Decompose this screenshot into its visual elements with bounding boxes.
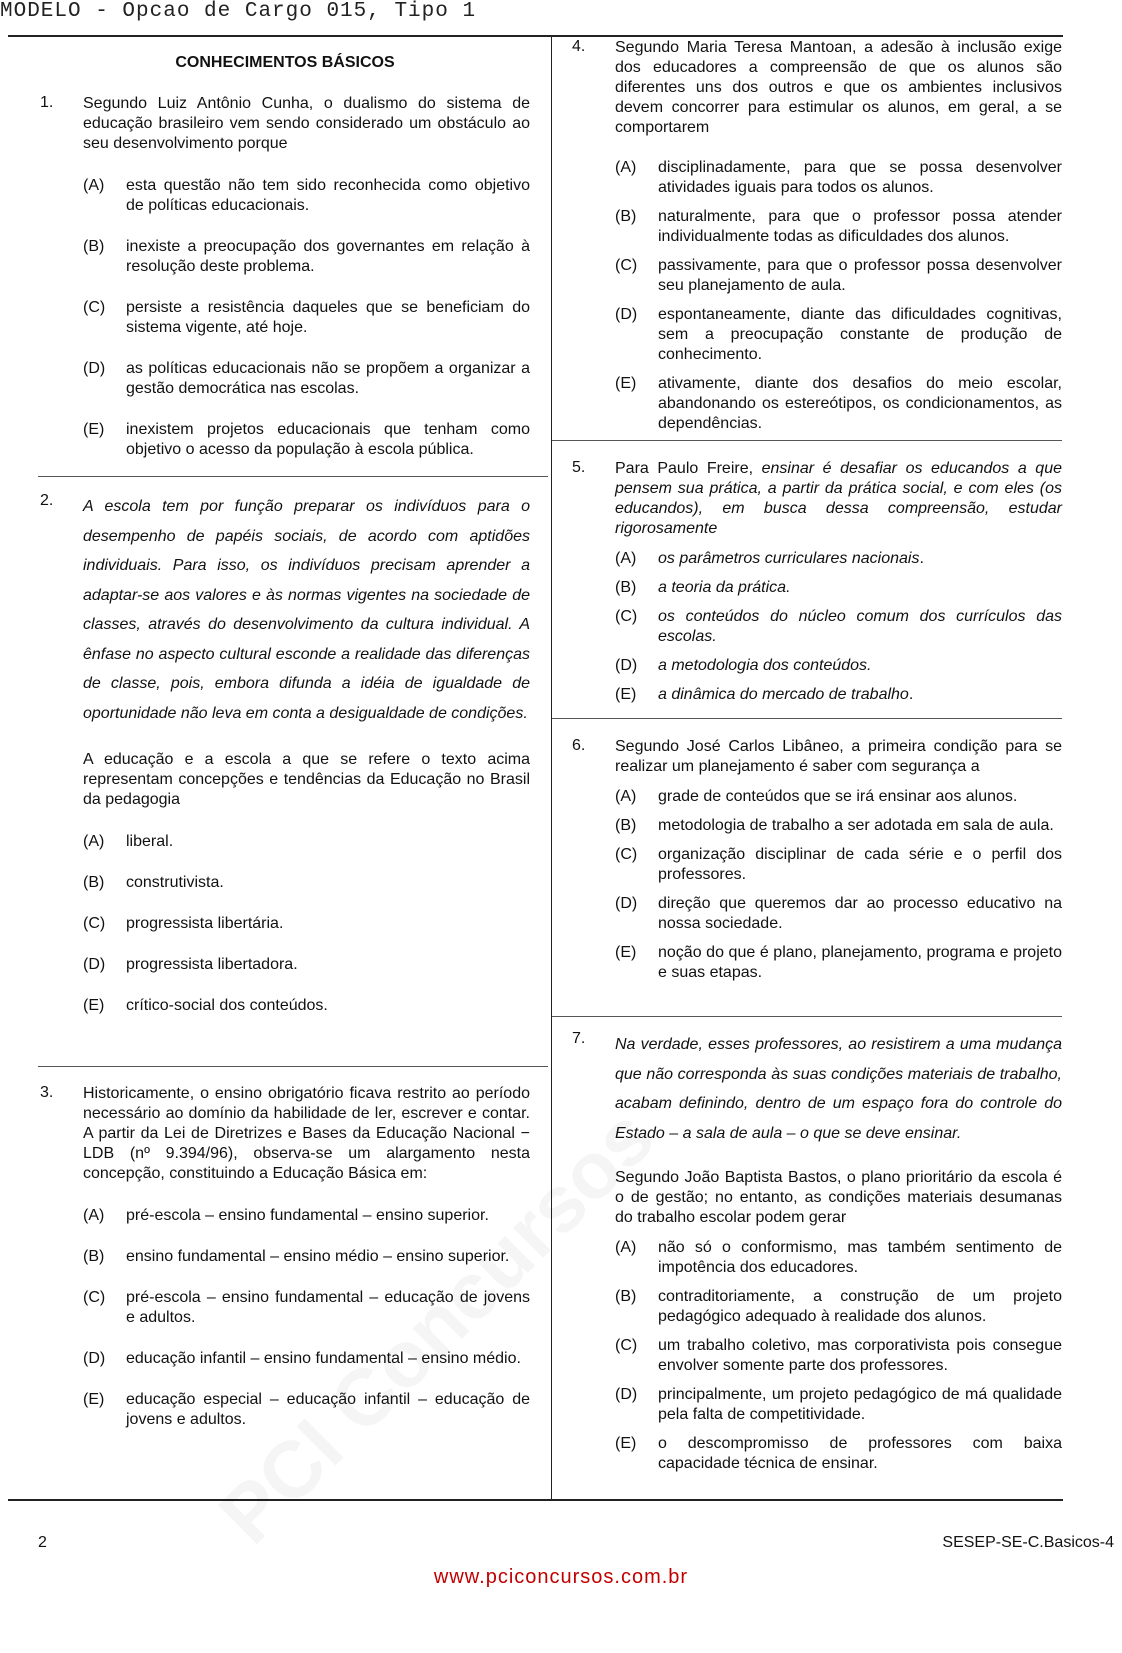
option-e[interactable]: (E) o descompromisso de professores com baixa capacidade técnica de ensinar. — [615, 1435, 1062, 1472]
option-b[interactable]: (B) contraditoriamente, a construção de um projeto pedagógico adequado à realidade dos alunos. — [615, 1288, 1062, 1325]
question-3 — [40, 1084, 530, 1430]
question-number: 1. — [40, 94, 54, 111]
option-d[interactable]: (D) progressista libertadora. — [83, 956, 298, 973]
question-text: Segundo Maria Teresa Mantoan, a adesão à inclusão exige dos educadores a compreensão de que os alunos são diferentes uns dos outros e que os ambientes inclusivos devem concorrer para estimular os alunos, em geral, a se comportarem — [615, 39, 1062, 136]
question-1 — [40, 94, 530, 460]
page-header: MODELO - Opcao de Cargo 015, Tipo 1 — [0, 0, 477, 23]
option-a[interactable]: (A) não só o conformismo, mas também sentimento de impotência dos educadores. — [615, 1239, 1062, 1276]
question-5 — [572, 459, 1062, 705]
option-e[interactable]: (E) crítico-social dos conteúdos. — [83, 997, 328, 1014]
question-4 — [572, 38, 1062, 434]
option-b[interactable]: (B) inexiste a preocupação dos governantes em relação à resolução deste problema. — [83, 238, 530, 275]
option-c[interactable]: (C) progressista libertária. — [83, 915, 284, 932]
option-d[interactable]: (D) as políticas educacionais não se propõem a organizar a gestão democrática nas escolas. — [83, 360, 530, 397]
option-a[interactable]: (A) disciplinadamente, para que se possa desenvolver atividades iguais para todos os alunos. — [615, 159, 1062, 196]
option-b[interactable]: (B) naturalmente, para que o professor possa atender individualmente todas as dificuldades dos alunos. — [615, 208, 1062, 245]
option-d[interactable]: (D) espontaneamente, diante das dificuldades cognitivas, sem a preocupação constante de produção de conhecimento. — [615, 306, 1062, 363]
footer-url[interactable]: www.pciconcursos.com.br — [433, 1566, 689, 1588]
question-number: 5. — [572, 459, 586, 476]
option-e[interactable]: (E) inexistem projetos educacionais que tenham como objetivo o acesso da população à escola pública. — [83, 421, 530, 458]
section-title: CONHECIMENTOS BÁSICOS — [175, 54, 395, 71]
question-separator — [38, 476, 548, 477]
option-c[interactable]: (C) pré-escola – ensino fundamental – educação de jovens e adultos. — [83, 1289, 530, 1326]
option-c[interactable]: (C) um trabalho coletivo, mas corporativista pois consegue envolver somente parte dos professores. — [615, 1337, 1062, 1374]
option-b[interactable]: (B) ensino fundamental – ensino médio – ensino superior. — [83, 1248, 510, 1265]
question-text: Segundo Luiz Antônio Cunha, o dualismo do sistema de educação brasileiro vem sendo considerado um obstáculo ao seu desenvolvimento porque — [83, 95, 530, 152]
option-c[interactable]: (C) persiste a resistência daqueles que se beneficiam do sistema vigente, até hoje. — [83, 299, 530, 336]
option-e[interactable]: (E) educação especial – educação infantil – educação de jovens e adultos. — [83, 1391, 530, 1428]
option-b[interactable]: (B) metodologia de trabalho a ser adotada em sala de aula. — [615, 817, 1054, 834]
option-a[interactable]: (A) os parâmetros curriculares nacionais. — [615, 550, 924, 567]
question-6 — [572, 737, 1062, 983]
question-separator — [38, 1066, 548, 1067]
option-d[interactable]: (D) principalmente, um projeto pedagógico de má qualidade pela falta de competitividade. — [615, 1386, 1062, 1423]
question-text: Segundo João Baptista Bastos, o plano prioritário da escola é o de gestão; no entanto, as condições materiais desumanas do trabalho escolar podem gerar — [615, 1169, 1062, 1226]
option-e[interactable]: (E) noção do que é plano, planejamento, programa e projeto e suas etapas. — [615, 944, 1062, 981]
option-b[interactable]: (B) construtivista. — [83, 874, 224, 891]
question-number: 7. — [572, 1030, 586, 1047]
option-a[interactable]: (A) esta questão não tem sido reconhecida como objetivo de políticas educacionais. — [83, 177, 530, 214]
question-separator — [552, 440, 1062, 441]
question-separator — [552, 718, 1062, 719]
question-text: Para Paulo Freire, ensinar é desafiar os educandos a que pensem sua prática, a partir da prática social, e com eles (os educandos), em busca dessa compreensão, estudar rigorosamente — [615, 460, 1063, 537]
option-a[interactable]: (A) grade de conteúdos que se irá ensinar aos alunos. — [615, 788, 1018, 805]
question-2 — [40, 492, 530, 1016]
column-divider — [551, 36, 552, 1501]
option-c[interactable]: (C) passivamente, para que o professor possa desenvolver seu planejamento de aula. — [615, 257, 1062, 294]
question-number: 2. — [40, 492, 54, 509]
question-number: 4. — [572, 38, 586, 55]
question-text: Historicamente, o ensino obrigatório ficava restrito ao período necessário ao domínio da habilidade de ler, escrever e contar. A partir da Lei de Diretrizes e Bases da Educação Nacional − LDB (nº 9.394/96), observa-se um alargamento nesta concepção, constituindo a Educação Básica em: — [83, 1085, 530, 1182]
question-text: A educação e a escola a que se refere o texto acima representam concepções e tendências da Educação no Brasil da pedagogia — [83, 751, 530, 808]
bottom-rule — [8, 1499, 1063, 1501]
option-d[interactable]: (D) educação infantil – ensino fundamental – ensino médio. — [83, 1350, 521, 1367]
question-separator — [552, 1016, 1062, 1017]
question-number: 6. — [572, 737, 586, 754]
exam-code: SESEP-SE-C.Basicos-4 — [942, 1534, 1114, 1551]
page-number: 2 — [38, 1534, 47, 1551]
option-c[interactable]: (C) organização disciplinar de cada série e o perfil dos professores. — [615, 846, 1062, 883]
question-text: Segundo José Carlos Libâneo, a primeira condição para se realizar um planejamento é saber com segurança a — [615, 738, 1062, 775]
question-number: 3. — [40, 1084, 54, 1101]
option-d[interactable]: (D) a metodologia dos conteúdos. — [615, 657, 872, 674]
option-a[interactable]: (A) pré-escola – ensino fundamental – ensino superior. — [83, 1207, 489, 1224]
option-e[interactable]: (E) a dinâmica do mercado de trabalho. — [615, 686, 914, 703]
option-e[interactable]: (E) ativamente, diante dos desafios do meio escolar, abandonando os estereótipos, os condicionamentos, as dependências. — [615, 375, 1062, 432]
option-a[interactable]: (A) liberal. — [83, 833, 174, 850]
option-d[interactable]: (D) direção que queremos dar ao processo educativo na nossa sociedade. — [615, 895, 1062, 932]
question-quote: Na verdade, esses professores, ao resistirem a uma mudança que não corresponda às suas condições materiais de trabalho, acabam definindo, dentro de um espaço fora do controle do Estado – a sala de aula – o que se deve ensinar. — [615, 1036, 1062, 1142]
question-7 — [572, 1030, 1062, 1474]
question-quote: A escola tem por função preparar os indivíduos para o desempenho de papéis sociais, de acordo com aptidões individuais. Para isso, os indivíduos precisam aprender a adaptar-se aos valores e às normas vigentes na sociedade de classes, através do desenvolvimento da cultura individual. A ênfase no aspecto cultural esconde a realidade das diferenças de classe, pois, embora difunda a idéia de igualdade de oportunidade não leva em conta a desigualdade de condições. — [83, 498, 530, 722]
option-c[interactable]: (C) os conteúdos do núcleo comum dos currículos das escolas. — [615, 608, 1062, 645]
top-rule — [8, 35, 1063, 37]
option-b[interactable]: (B) a teoria da prática. — [615, 579, 791, 596]
